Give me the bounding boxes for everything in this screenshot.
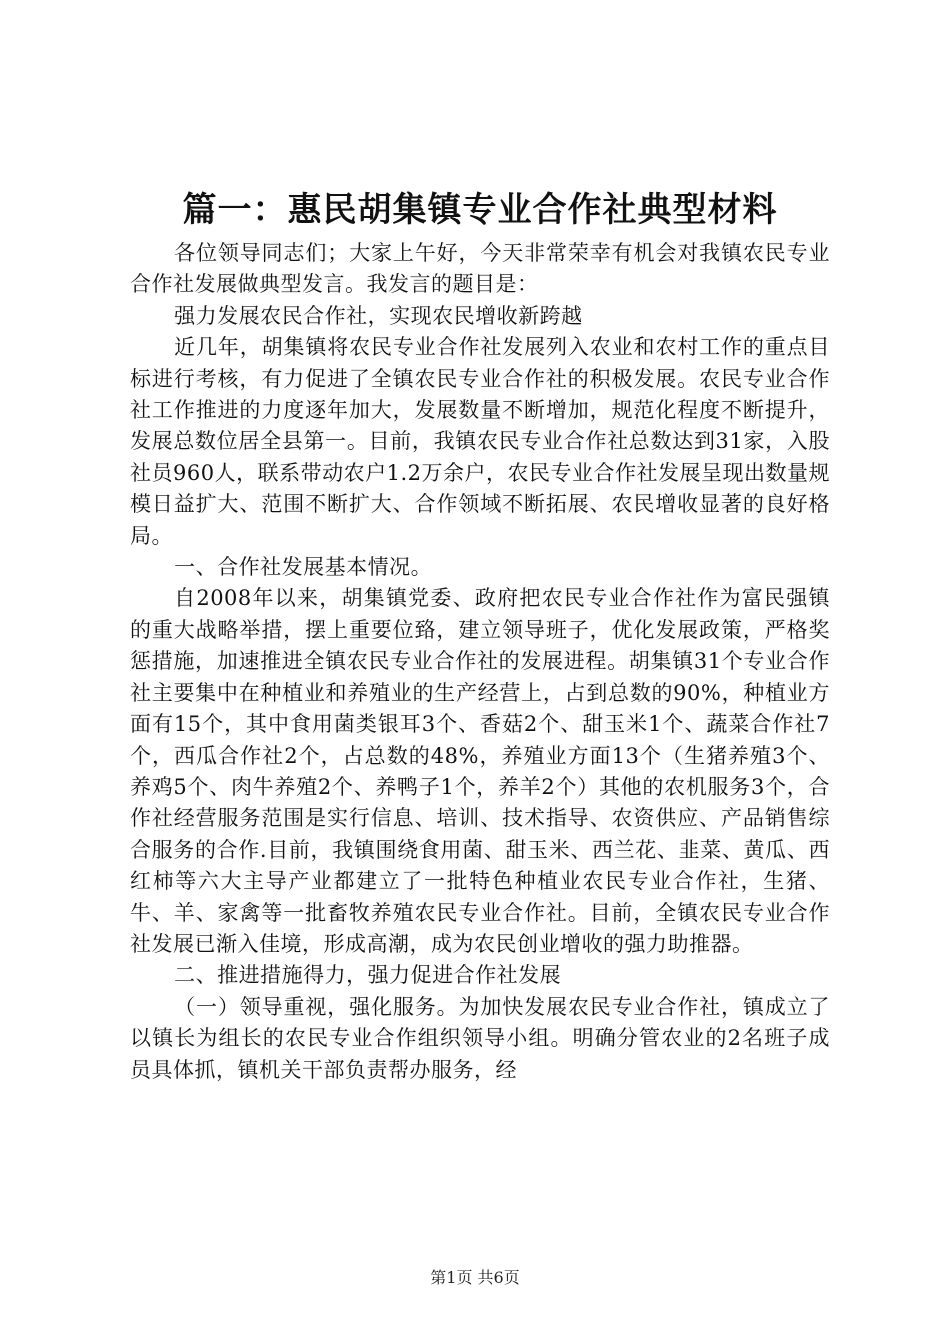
paragraph-leadership: （一）领导重视，强化服务。为加快发展农民专业合作社，镇成立了以镇长为组长的农民专业合作组织领导小组。明确分管农业的2名班子成员具体抓，镇机关干部负责帮办服务，经 [130,994,830,1082]
paragraph-greeting: 各位领导同志们；大家上午好，今天非常荣幸有机会对我镇农民专业合作社发展做典型发言。我发言的题目是： [130,241,830,297]
paragraph-subtitle: 强力发展农民合作社，实现农民增收新跨越 [174,303,583,328]
document-body [130,238,830,1086]
document-title: 篇一：惠民胡集镇专业合作社典型材料 [182,190,778,230]
section-heading-1: 一、合作社发展基本情况。 [174,555,433,580]
page-number: 第1页 共6页 [430,1268,520,1287]
paragraph-basic-situation: 自2008年以来，胡集镇党委、政府把农民专业合作社作为富民强镇的重大战略举措，摆上重要位臵，建立领导班子，优化发展政策，严格奖惩措施，加速推进全镇农民专业合作社的发展进程。胡集镇31个专业合作社主要集中在种植业和养殖业的生产经营上，占到总数的90%，种植业方面有15个，其中食用菌类银耳3个、香菇2个、甜玉米1个、蔬菜合作社7个，西瓜合作社2个，占总数的48%，养殖业方面13个（生猪养殖3个、养鸡5个、肉牛养殖2个、养鸭子1个，养羊2个）其他的农机服务3个，合作社经营服务范围是实行信息、培训、技术指导、农资供应、产品销售综合服务的合作.目前，我镇围绕食用菌、甜玉米、西兰花、韭菜、黄瓜、西红柿等六大主导产业都建立了一批特色种植业农民专业合作社，生猪、牛、羊、家禽等一批畜牧养殖农民专业合作社。目前，全镇农民专业合作社发展已渐入佳境，形成高潮，成为农民创业增收的强力助推器。 [130,586,830,956]
paragraph-intro: 近几年，胡集镇将农民专业合作社发展列入农业和农村工作的重点目标进行考核，有力促进了全镇农民专业合作社的积极发展。农民专业合作社工作推进的力度逐年加大，发展数量不断增加，规范化程度不断提升，发展总数位居全县第一。目前，我镇农民专业合作社总数达到31家，入股社员960人，联系带动农户1.2万余户，农民专业合作社发展呈现出数量规模日益扩大、范围不断扩大、合作领域不断拓展、农民增收显著的良好格局。 [130,335,830,548]
section-heading-2: 二、推进措施得力，强力促进合作社发展 [174,963,562,988]
